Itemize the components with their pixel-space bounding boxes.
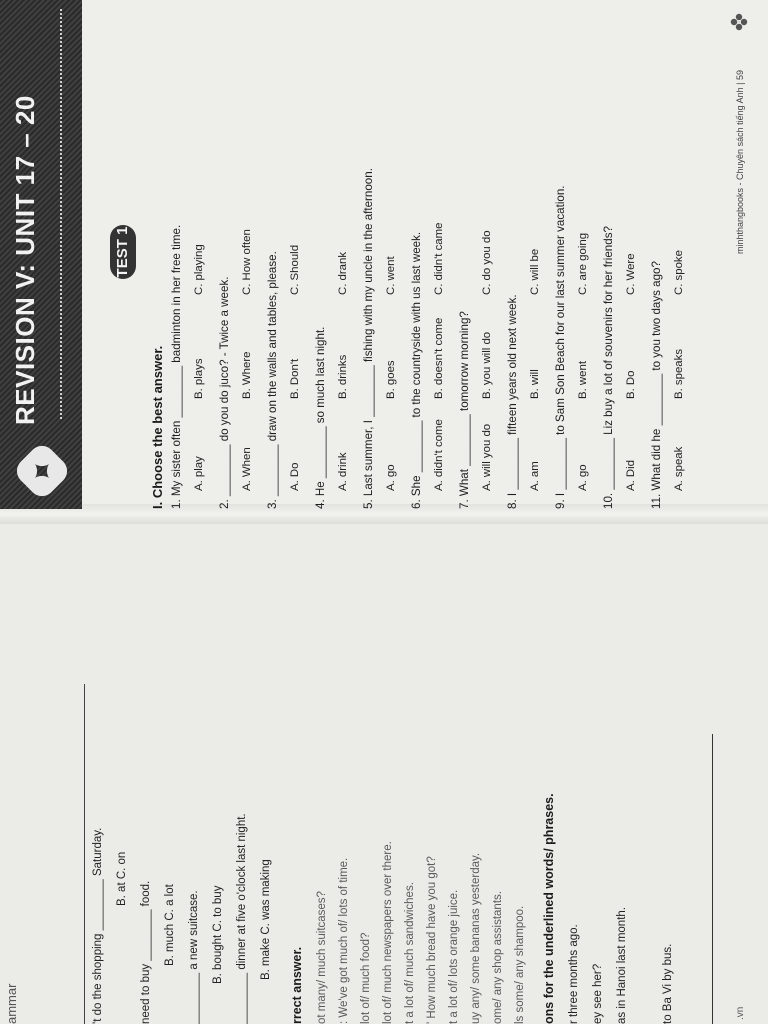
question-stem: 3. ________ draw on the walls and tables, please. bbox=[266, 251, 279, 509]
answer-option[interactable]: C. will be bbox=[529, 248, 541, 295]
left-page-line: rrect answer. bbox=[290, 946, 304, 1024]
answer-option[interactable]: B. goes bbox=[385, 360, 397, 399]
left-page-line: ey see her? bbox=[592, 963, 604, 1024]
left-page-line: t a lot of/ lots orange juice. bbox=[448, 889, 460, 1024]
left-page-line: B. at C. on bbox=[116, 851, 128, 906]
question-stem: 2. ________ do you do juco? - Twice a week. bbox=[218, 276, 231, 509]
left-page-header: ammar bbox=[4, 983, 19, 1024]
left-page-line: ons for the underlined words/ phrases. bbox=[542, 793, 556, 1024]
answer-option[interactable]: B. Where bbox=[241, 351, 253, 399]
left-page-line: : We've got much of/ lots of time. bbox=[338, 857, 350, 1024]
answer-option[interactable]: A. didn't come bbox=[433, 419, 445, 491]
left-page-line: 't do the shopping ________ Saturday. bbox=[92, 827, 104, 1024]
answer-option[interactable]: C. do you do bbox=[481, 230, 493, 295]
left-page-line: ________ a new suitcase. bbox=[188, 890, 200, 1024]
answer-option[interactable]: B. will bbox=[529, 369, 541, 399]
answer-line bbox=[712, 734, 713, 1024]
question-stem: 10. ________ Liz buy a lot of souvenirs for her friends? bbox=[602, 226, 615, 509]
answer-option[interactable]: B. plays bbox=[193, 358, 205, 399]
left-page-line: need to buy ________ food. bbox=[140, 880, 152, 1024]
clover-logo-icon bbox=[14, 443, 70, 499]
question-stem: 8. I ________ fifteen years old next week. bbox=[506, 294, 519, 509]
answer-option[interactable]: B. Don't bbox=[289, 358, 301, 399]
answer-option[interactable]: B. went bbox=[577, 361, 589, 399]
answer-option[interactable]: B. drinks bbox=[337, 354, 349, 399]
answer-option[interactable]: B. doesn't come bbox=[433, 317, 445, 399]
page-footer: minhthangbooks - Chuyên sách tiếng Anh | 59 bbox=[735, 70, 745, 254]
answer-option[interactable]: C. went bbox=[385, 256, 397, 295]
question-stem: 4. He ________ so much last night. bbox=[314, 326, 327, 509]
answer-option[interactable]: A. speak bbox=[673, 446, 685, 491]
answer-option[interactable]: C. How often bbox=[241, 229, 253, 295]
answer-option[interactable]: C. drank bbox=[337, 251, 349, 295]
answer-option[interactable]: A. play bbox=[193, 456, 205, 491]
left-page-line: lot of/ much newspapers over there. bbox=[382, 841, 394, 1024]
question-stem: 7. What ________ tomorrow morning? bbox=[458, 311, 471, 509]
question-stem: 9. I ________ to Sam Son Beach for our last summer vacation. bbox=[554, 185, 567, 509]
left-page-line: to Ba Vi by bus. bbox=[662, 943, 674, 1024]
left-page-line: t a lot of/ much sandwiches. bbox=[404, 882, 416, 1024]
answer-option[interactable]: A. drink bbox=[337, 452, 349, 491]
question-stem: 1. My sister often ________ badminton in her free time. bbox=[170, 224, 183, 509]
page-title: REVISION V: UNIT 17 – 20 bbox=[10, 95, 40, 425]
answer-option[interactable]: C. didn't came bbox=[433, 222, 445, 295]
left-page-line: ls some/ any shampoo. bbox=[514, 905, 526, 1024]
question-stem: 5. Last summer, I ________ fishing with my uncle in the afternoon. bbox=[362, 168, 375, 509]
test-badge: TEST 1 bbox=[110, 225, 136, 279]
answer-option[interactable]: B. you will do bbox=[481, 331, 493, 399]
left-page-line: B. bought C. to buy bbox=[212, 885, 224, 984]
answer-option[interactable]: A. When bbox=[241, 447, 253, 491]
answer-option[interactable]: C. Were bbox=[625, 253, 637, 295]
answer-option[interactable]: C. are going bbox=[577, 232, 589, 295]
left-page-line: ot many/ much suitcases? bbox=[316, 891, 328, 1024]
answer-option[interactable]: B. Do bbox=[625, 370, 637, 399]
banner-dotted-line bbox=[60, 9, 62, 419]
left-page-line: B. much C. a lot bbox=[164, 884, 176, 966]
left-page-line: ome/ any shop assistants. bbox=[492, 891, 504, 1024]
question-stem: 11. What did he ________ to you two days ago? bbox=[650, 261, 663, 509]
left-page-line: ' How much bread have you got? bbox=[426, 856, 438, 1024]
left-page-line: as in Hanoi last month. bbox=[616, 907, 628, 1024]
question-stem: 6. She ________ to the countryside with us last week. bbox=[410, 231, 423, 509]
answer-option[interactable]: C. playing bbox=[193, 244, 205, 295]
left-page-footer: .vn bbox=[735, 1006, 746, 1020]
left-page-line: uy any/ some bananas yesterday. bbox=[470, 852, 482, 1024]
answer-option[interactable]: A. go bbox=[577, 464, 589, 491]
answer-option[interactable]: C. Should bbox=[289, 244, 301, 295]
answer-option[interactable]: A. am bbox=[529, 461, 541, 491]
answer-option[interactable]: C. spoke bbox=[673, 250, 685, 295]
title-banner bbox=[0, 0, 82, 509]
left-page-line: ________ dinner at five o'clock last night. bbox=[236, 813, 248, 1024]
left-page-line: r three months ago. bbox=[568, 924, 580, 1024]
answer-option[interactable]: A. Did bbox=[625, 459, 637, 491]
section-title: I. Choose the best answer. bbox=[150, 345, 165, 509]
answer-option[interactable]: B. speaks bbox=[673, 348, 685, 399]
answer-option[interactable]: A. go bbox=[385, 464, 397, 491]
right-page bbox=[0, 0, 768, 509]
left-page-line: lot of/ much food? bbox=[360, 932, 372, 1024]
left-page-line: B. make C. was making bbox=[260, 859, 272, 980]
header-rule bbox=[84, 684, 85, 1024]
answer-option[interactable]: A. Do bbox=[289, 462, 301, 491]
answer-option[interactable]: A. will you do bbox=[481, 423, 493, 491]
flower-icon bbox=[730, 13, 748, 31]
left-page bbox=[0, 524, 768, 1024]
